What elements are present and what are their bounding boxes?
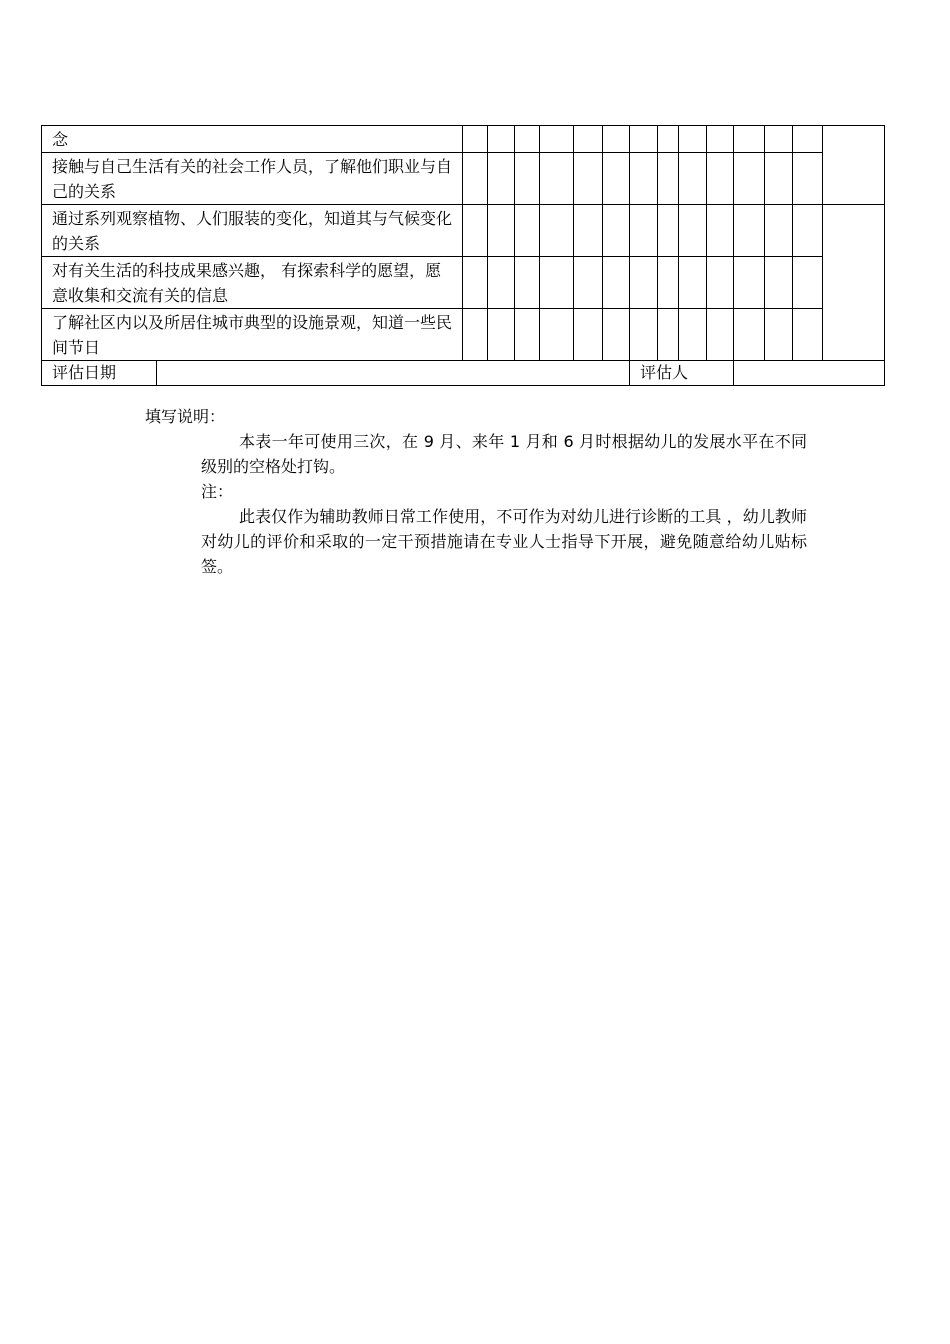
check-cell[interactable] [463, 309, 488, 361]
item-text-cell: 对有关生活的科技成果感兴趣， 有探索科学的愿望，愿意收集和交流有关的信息 [42, 257, 463, 309]
check-cell[interactable] [603, 205, 630, 257]
table-row [42, 309, 885, 361]
check-cell[interactable] [463, 126, 488, 153]
check-cell[interactable] [488, 257, 515, 309]
check-cell[interactable] [540, 257, 574, 309]
check-cell[interactable] [540, 205, 574, 257]
table-row [42, 257, 885, 309]
check-cell[interactable] [765, 309, 793, 361]
summary-cell[interactable] [823, 205, 885, 361]
check-cell[interactable] [707, 257, 734, 309]
check-cell[interactable] [679, 257, 707, 309]
table-footer-row [42, 361, 885, 386]
check-cell[interactable] [793, 205, 823, 257]
item-text-cell: 了解社区内以及所居住城市典型的设施景观，知道一些民间节日 [42, 309, 463, 361]
check-cell[interactable] [793, 309, 823, 361]
summary-cell[interactable] [823, 126, 885, 205]
check-cell[interactable] [574, 153, 603, 205]
check-cell[interactable] [540, 153, 574, 205]
assessment-table [41, 125, 885, 386]
check-cell[interactable] [679, 126, 707, 153]
check-cell[interactable] [765, 126, 793, 153]
check-cell[interactable] [679, 309, 707, 361]
check-cell[interactable] [707, 126, 734, 153]
check-cell[interactable] [658, 205, 679, 257]
check-cell[interactable] [488, 205, 515, 257]
assessor-label: 评估人 [630, 361, 734, 386]
check-cell[interactable] [707, 309, 734, 361]
table-row [42, 126, 885, 153]
check-cell[interactable] [515, 205, 540, 257]
check-cell[interactable] [658, 126, 679, 153]
check-cell[interactable] [574, 205, 603, 257]
check-cell[interactable] [630, 205, 658, 257]
check-cell[interactable] [658, 309, 679, 361]
check-cell[interactable] [658, 153, 679, 205]
fill-instructions-text: 本表一年可使用三次，在 9 月、来年 1 月和 6 月时根据幼儿的发展水平在不同级别的空格处打钩。 [201, 432, 807, 476]
item-text-cell: 念 [42, 126, 463, 153]
check-cell[interactable] [574, 126, 603, 153]
check-cell[interactable] [603, 257, 630, 309]
check-cell[interactable] [734, 126, 765, 153]
check-cell[interactable] [734, 309, 765, 361]
check-cell[interactable] [630, 309, 658, 361]
check-cell[interactable] [488, 309, 515, 361]
note-title: 注： [201, 482, 234, 501]
check-cell[interactable] [679, 205, 707, 257]
date-label: 评估日期 [42, 361, 157, 386]
check-cell[interactable] [463, 153, 488, 205]
check-cell[interactable] [515, 309, 540, 361]
check-cell[interactable] [515, 126, 540, 153]
check-cell[interactable] [765, 205, 793, 257]
check-cell[interactable] [603, 153, 630, 205]
check-cell[interactable] [603, 309, 630, 361]
check-cell[interactable] [658, 257, 679, 309]
check-cell[interactable] [734, 205, 765, 257]
check-cell[interactable] [630, 153, 658, 205]
check-cell[interactable] [630, 257, 658, 309]
table-row [42, 153, 885, 205]
check-cell[interactable] [515, 257, 540, 309]
check-cell[interactable] [793, 126, 823, 153]
check-cell[interactable] [734, 153, 765, 205]
check-cell[interactable] [603, 126, 630, 153]
item-text-cell: 通过系列观察植物、人们服装的变化，知道其与气候变化的关系 [42, 205, 463, 257]
check-cell[interactable] [463, 257, 488, 309]
check-cell[interactable] [515, 153, 540, 205]
fill-instructions-title: 填写说明： [145, 407, 226, 426]
check-cell[interactable] [574, 309, 603, 361]
note-text: 此表仅作为辅助教师日常工作使用，不可作为对幼儿进行诊断的工具 ，幼儿教师对幼儿的评价和采取的一定干预措施请在专业人士指导下开展，避免随意给幼儿贴标签。 [201, 507, 807, 576]
check-cell[interactable] [540, 126, 574, 153]
check-cell[interactable] [793, 257, 823, 309]
check-cell[interactable] [734, 257, 765, 309]
table-row [42, 205, 885, 257]
check-cell[interactable] [488, 153, 515, 205]
check-cell[interactable] [765, 257, 793, 309]
check-cell[interactable] [765, 153, 793, 205]
check-cell[interactable] [679, 153, 707, 205]
check-cell[interactable] [488, 126, 515, 153]
check-cell[interactable] [630, 126, 658, 153]
check-cell[interactable] [707, 153, 734, 205]
check-cell[interactable] [707, 205, 734, 257]
check-cell[interactable] [540, 309, 574, 361]
instructions [145, 404, 815, 579]
assessor-field[interactable] [734, 361, 885, 386]
item-text-cell: 接触与自己生活有关的社会工作人员，了解他们职业与自己的关系 [42, 153, 463, 205]
check-cell[interactable] [793, 153, 823, 205]
check-cell[interactable] [463, 205, 488, 257]
date-field[interactable] [157, 361, 630, 386]
check-cell[interactable] [574, 257, 603, 309]
